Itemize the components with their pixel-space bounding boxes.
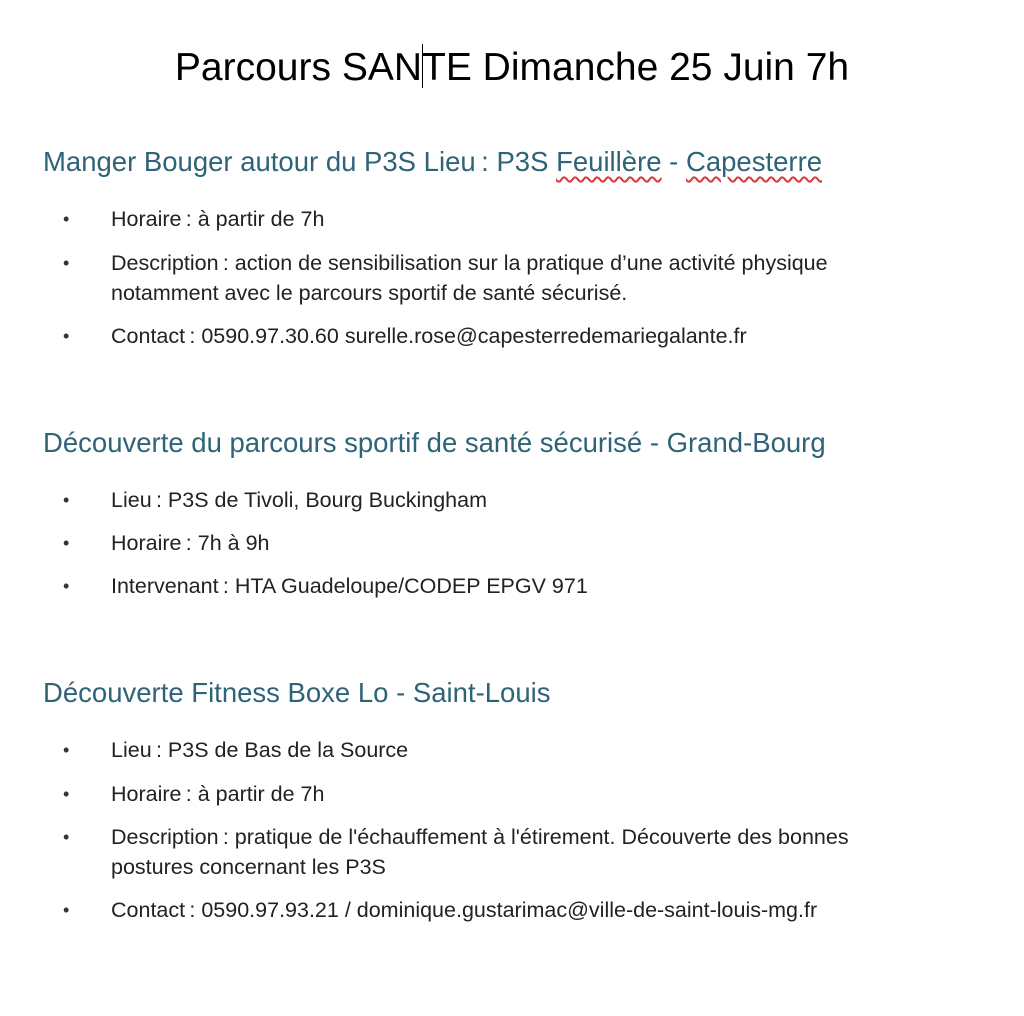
section-heading: Découverte du parcours sportif de santé sécurisé - Grand-Bourg: [43, 427, 826, 458]
list-item-text: Horaire : à partir de 7h: [111, 782, 325, 806]
list-item-text: Intervenant : HTA Guadeloupe/CODEP EPGV 971: [111, 574, 588, 598]
bullet-icon: •: [63, 827, 70, 847]
list-item-text: Description : pratique de l'échauffement à l'étirement. Découverte des bonnes postures concernant les P3S: [111, 825, 849, 879]
bullet-icon: •: [63, 490, 70, 510]
bullet-icon: •: [63, 740, 70, 760]
list-item-text: Lieu : P3S de Bas de la Source: [111, 738, 409, 762]
list-item-text: Description : action de sensibilisation sur la pratique d’une activité physique notamment avec le parcours sportif de santé sécurisé.: [111, 251, 828, 305]
list-item-text: Horaire : à partir de 7h: [111, 207, 325, 231]
bullet-icon: •: [63, 576, 70, 596]
section-heading-separator: -: [661, 146, 686, 177]
bullet-icon: •: [63, 533, 70, 553]
list-item-text: Lieu : P3S de Tivoli, Bourg Buckingham: [111, 488, 487, 512]
section-heading: Découverte Fitness Boxe Lo - Saint-Louis: [43, 677, 551, 708]
spellcheck-word: Capesterre: [685, 146, 823, 177]
bullet-icon: •: [63, 784, 70, 804]
list-item-text: Contact : 0590.97.93.21 / dominique.gustarimac@ville-de-saint-louis-mg.fr: [111, 898, 818, 922]
bullet-icon: •: [63, 900, 70, 920]
bullet-icon: •: [63, 326, 70, 346]
list-item-text: Horaire : 7h à 9h: [111, 531, 270, 555]
list-item-text: Contact : 0590.97.30.60 surelle.rose@capesterredemariegalante.fr: [111, 324, 747, 348]
section-heading-text: Manger Bouger autour du P3S Lieu : P3S: [43, 146, 557, 177]
spellcheck-word: Feuillère: [556, 146, 662, 177]
bullet-icon: •: [63, 253, 70, 273]
bullet-icon: •: [63, 209, 70, 229]
page-title: [0, 44, 1024, 92]
page-title-part-2: TE Dimanche 25 Juin 7h: [422, 46, 850, 89]
page-title-part-1: Parcours SAN: [174, 46, 423, 89]
section-heading: [43, 145, 822, 179]
